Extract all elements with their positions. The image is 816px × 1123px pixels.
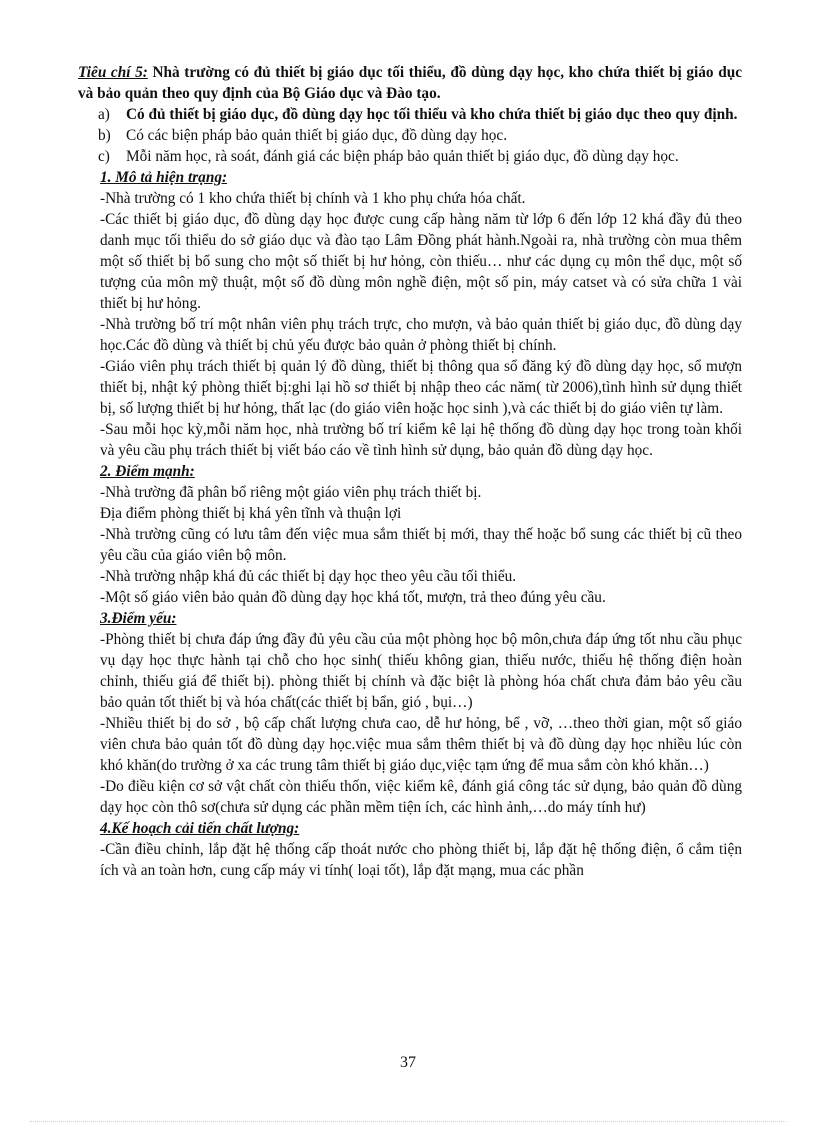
list-item-text: Có các biện pháp bảo quản thiết bị giáo dục, đồ dùng dạy học. [126,127,508,144]
list-item-c [78,146,742,167]
paragraph: -Phòng thiết bị chưa đáp ứng đầy đủ yêu cầu của một phòng học bộ môn,chưa đáp ứng tốt nhu cầu phục vụ dạy học thực hành tại chỗ cho học sinh( thiếu không gian, thiếu nước, thiếu hệ thống điện hoàn chỉnh, thiếu giá để thiết bị). phòng thiết bị chính và đặc biệt là phòng hóa chất chưa đảm bảo yêu cầu bảo quản tốt thiết bị và hóa chất(các thiết bị bẩn, gió , bụi…) [100,631,742,711]
list-item-a [78,104,742,125]
paragraph: -Sau mỗi học kỳ,mỗi năm học, nhà trường bố trí kiểm kê lại hệ thống đồ dùng dạy học trong toàn khối và yêu cầu phụ trách thiết bị viết báo cáo về tình hình sử dụng, bảo quản đồ dùng dạy học. [100,421,742,459]
paragraph: -Do điều kiện cơ sở vật chất còn thiếu thốn, việc kiểm kê, đánh giá công tác sử dụng, bảo quản đồ dùng dạy học còn thô sơ(chưa sử dụng các phần mềm tiện ích, các hình ảnh,…do máy tính hư) [100,778,742,816]
paragraph: -Nhà trường đã phân bổ riêng một giáo viên phụ trách thiết bị. [100,484,482,501]
section-heading-weaknesses: 3.Điểm yếu: [100,610,177,627]
paragraph: -Nhà trường bố trí một nhân viên phụ trách trực, cho mượn, và bảo quản thiết bị giáo dục, đồ dùng dạy học.Các đồ dùng và thiết bị chủ yếu được bảo quản ở phòng thiết bị chính. [100,316,742,354]
list-marker: b) [98,127,111,144]
list-item-b [78,125,742,146]
paragraph: -Các thiết bị giáo dục, đồ dùng dạy học được cung cấp hàng năm từ lớp 6 đến lớp 12 khá đầy đủ theo danh mục tối thiểu do sở giáo dục và đào tạo Lâm Đồng phát hành.Ngoài ra, nhà trường còn mua thêm một số thiết bị bổ sung cho một số thiết bị hư hỏng, còn thiếu… như các dụng cụ môn thể dục, một số tượng của môn mỹ thuật, một số đồ dùng môn nghề điện, một số pin, máy catset và có sửa chữa 1 vài thiết bị hư hỏng. [100,211,742,312]
paragraph: -Cần điều chỉnh, lắp đặt hệ thống cấp thoát nước cho phòng thiết bị, lắp đặt hệ thống điện, ổ cắm tiện ích và an toàn hơn, cung cấp máy vi tính( loại tốt), lắp đặt mạng, mua các phần [100,841,742,879]
section-heading-improvement-plan: 4.Kế hoạch cải tiến chất lượng: [100,820,300,837]
criterion-text: Nhà trường có đủ thiết bị giáo dục tối thiểu, đồ dùng dạy học, kho chứa thiết bị giáo dục và bảo quản theo quy định của Bộ Giáo dục và Đào tạo. [78,64,742,102]
list-item-text: Có đủ thiết bị giáo dục, đồ dùng dạy học tối thiểu và kho chứa thiết bị giáo dục theo quy định. [126,106,738,123]
list-marker: c) [98,148,110,165]
list-marker: a) [98,106,110,123]
paragraph: Địa điểm phòng thiết bị khá yên tĩnh và thuận lợi [100,505,402,522]
page-bottom-divider [30,1121,786,1122]
criterion-label: Tiêu chí 5: [78,64,148,81]
paragraph: -Giáo viên phụ trách thiết bị quản lý đồ dùng, thiết bị thông qua sổ đăng ký đồ dùng dạy học, sổ mượn thiết bị, nhật ký phòng thiết bị:ghi lại hồ sơ thiết bị nhập theo các năm( từ 2006),tình hình sử dụng thiết bị, số lượng thiết bị hư hỏng, thất lạc (do giáo viên hoặc học sinh ),và các thiết bị do giáo viên tự làm. [100,358,742,417]
section-heading-current-state: 1. Mô tả hiện trạng: [100,169,228,186]
paragraph: -Nhà trường có 1 kho chứa thiết bị chính và 1 kho phụ chứa hóa chất. [100,190,526,207]
paragraph: -Nhiều thiết bị do sở , bộ cấp chất lượng chưa cao, dễ hư hỏng, bể , vỡ, …theo thời gian, một số giáo viên chưa bảo quản tốt đồ dùng dạy học.việc mua sắm thêm thiết bị và đồ dùng dạy học nhiều lúc còn khó khăn(do trường ở xa các trung tâm thiết bị giáo dục,việc tạm ứng để mua sắm còn khó khăn…) [100,715,742,774]
list-item-text: Mỗi năm học, rà soát, đánh giá các biện pháp bảo quản thiết bị giáo dục, đồ dùng dạy học. [126,148,679,165]
page-content [78,62,742,881]
paragraph: -Nhà trường cũng có lưu tâm đến việc mua sắm thiết bị mới, thay thế hoặc bổ sung các thiết bị cũ theo yêu cầu của giáo viên bộ môn. [100,526,742,564]
page-number: 37 [400,1054,416,1071]
criterion-heading [78,62,742,104]
paragraph: -Một số giáo viên bảo quản đồ dùng dạy học khá tốt, mượn, trả theo đúng yêu cầu. [100,589,606,606]
section-heading-strengths: 2. Điểm mạnh: [100,463,195,480]
paragraph: -Nhà trường nhập khá đủ các thiết bị dạy học theo yêu cầu tối thiểu. [100,568,517,585]
